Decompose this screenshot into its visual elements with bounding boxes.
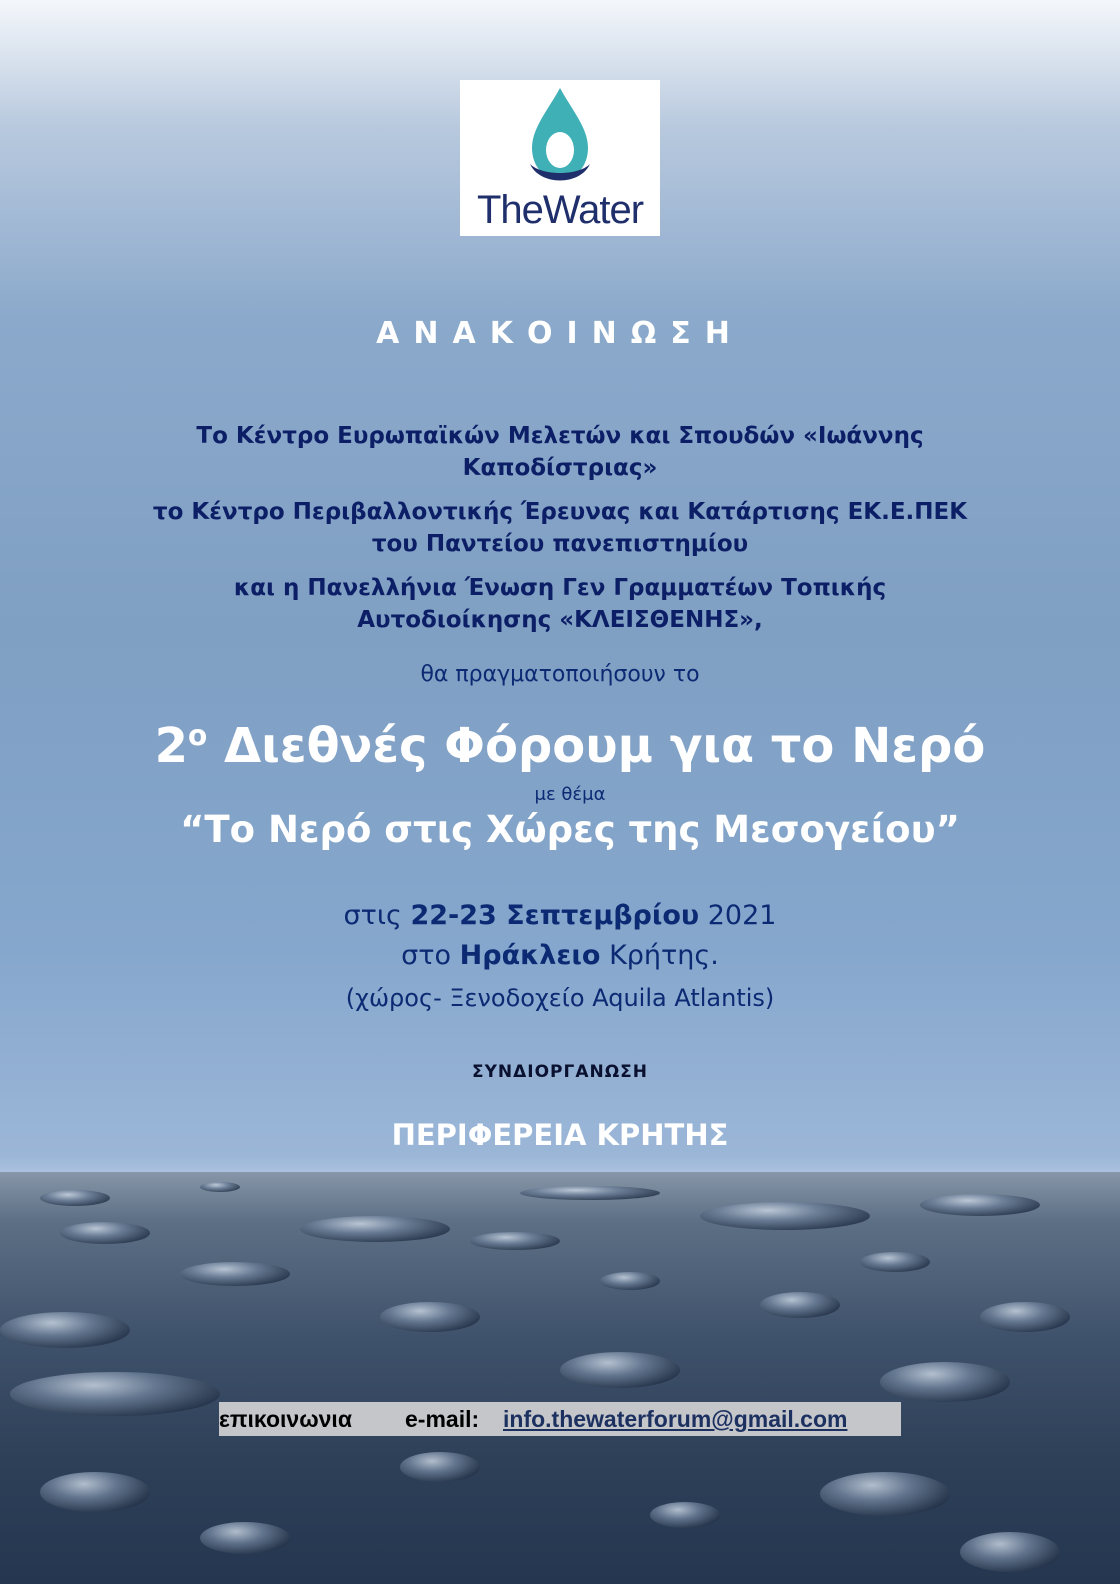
water-surface-background (0, 1172, 1120, 1584)
organizer-3: και η Πανελλήνια Ένωση Γεν Γραμματέων Τοπικής Αυτοδιοίκησης «ΚΛΕΙΣΘΕΝΗΣ», (233, 575, 887, 633)
will-hold-text: θα πραγματοποιήσουν το (420, 662, 700, 687)
forum-title (130, 718, 1010, 774)
water-drop (920, 1194, 1040, 1216)
water-drop (40, 1472, 150, 1512)
contact-email-link[interactable]: info.thewaterforum@gmail.com (503, 1406, 848, 1432)
water-drop (520, 1186, 660, 1200)
event-city: Ηράκλειο (459, 940, 601, 971)
water-drop (200, 1182, 240, 1192)
event-dates: 22-23 Σεπτεμβρίου (410, 900, 700, 931)
water-drop (600, 1272, 660, 1290)
water-drop (60, 1222, 150, 1244)
water-drop (820, 1472, 950, 1516)
water-drop (40, 1190, 110, 1206)
water-drop (980, 1302, 1070, 1332)
date-prefix: στις (343, 900, 402, 931)
thewater-logo (460, 80, 660, 236)
forum-ordinal: ο (188, 719, 208, 752)
water-drop (960, 1532, 1060, 1572)
water-drop (0, 1312, 130, 1348)
water-drop (760, 1292, 840, 1318)
organizer-1: Το Κέντρο Ευρωπαϊκών Μελετών και Σπουδών «Ιωάννης Καποδίστριας» (196, 423, 924, 481)
water-drop (300, 1216, 450, 1242)
date-line (0, 900, 1120, 931)
forum-title-text: Διεθνές Φόρουμ για το Νερό (224, 718, 986, 774)
logo-wordmark: TheWater (476, 188, 644, 232)
water-drop (860, 1252, 930, 1272)
water-drop (880, 1362, 1010, 1402)
forum-number: 2 (154, 718, 189, 774)
water-drop (180, 1262, 290, 1286)
water-drop (10, 1372, 220, 1416)
place-prefix: στο (401, 940, 452, 971)
email-label: e-mail: (405, 1406, 480, 1432)
contact-bar (219, 1402, 901, 1436)
place-line (0, 940, 1120, 971)
contact-label: επικοινωνια (219, 1406, 352, 1432)
organizer-2: το Κέντρο Περιβαλλοντικής Έρευνας και Κατάρτισης ΕΚ.Ε.ΠΕΚ του Παντείου πανεπιστημίου (152, 499, 968, 557)
co-organization-name: ΠΕΡΙΦΕΡΕΙΑ ΚΡΗΤΗΣ (391, 1118, 729, 1152)
water-drop (560, 1352, 680, 1388)
venue-text: (χώρος- Ξενοδοχείο Aquila Atlantis) (345, 984, 775, 1012)
water-drop-hands-icon (520, 84, 600, 192)
water-drop (400, 1452, 480, 1482)
co-organization-label: ΣΥΝΔΙΟΡΓΑΝΩΣΗ (471, 1062, 649, 1082)
forum-subject: “Το Νερό στις Χώρες της Μεσογείου” (180, 808, 960, 851)
water-drop (380, 1302, 480, 1332)
water-drop (470, 1232, 560, 1250)
announcement-heading: ΑΝΑΚΟΙΝΩΣΗ (376, 316, 744, 351)
water-drop (200, 1522, 290, 1554)
water-drop (650, 1502, 720, 1528)
water-drop (700, 1202, 870, 1230)
event-region: Κρήτης. (609, 940, 719, 971)
theme-label: με θέμα (534, 784, 606, 805)
event-year: 2021 (707, 900, 777, 931)
